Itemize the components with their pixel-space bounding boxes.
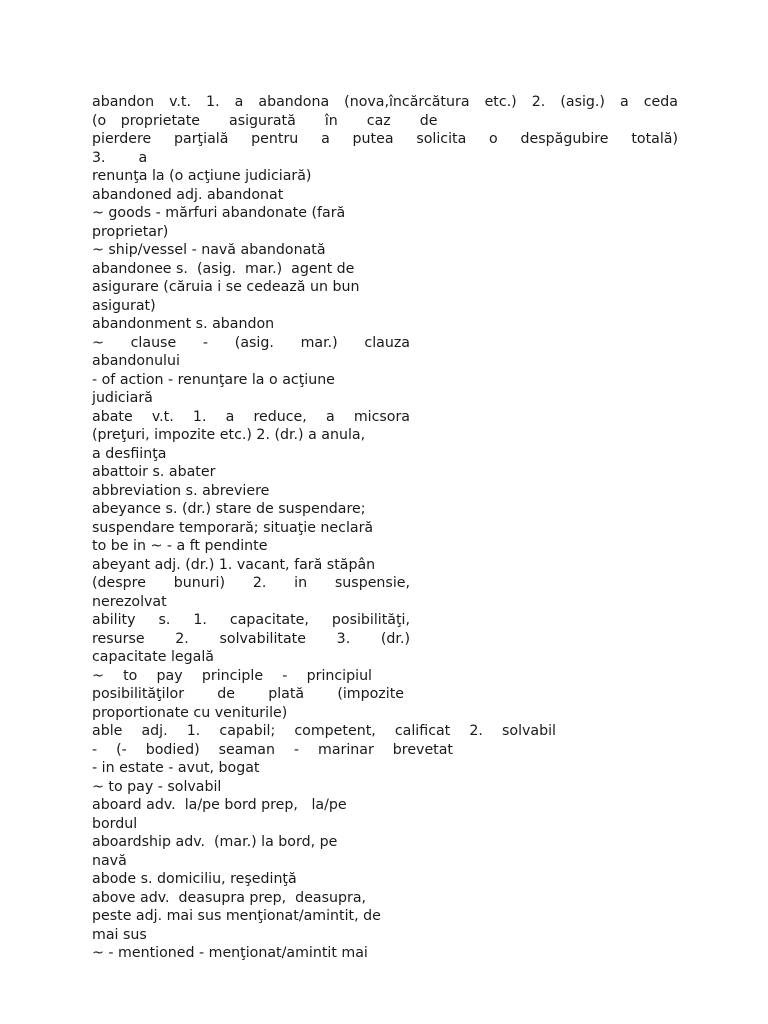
text-line: navă bbox=[92, 852, 127, 869]
text-line: mai sus bbox=[92, 926, 147, 943]
text-line: asigurare (căruia i se cedează un bun bbox=[92, 279, 360, 295]
text-line: - of action - renunţare la o acţiune bbox=[92, 371, 335, 388]
text-line: capacitate legală bbox=[92, 649, 215, 665]
text-line: (despre bunuri) 2. in suspensie, bbox=[92, 575, 410, 591]
text-line: abandonment s. abandon bbox=[92, 316, 275, 332]
text-line: to be in ~ - a ft pendinte bbox=[92, 538, 268, 554]
text-line: above adv. deasupra prep, deasupra, bbox=[92, 889, 367, 906]
text-line: abandonee s. (asig. mar.) agent de bbox=[92, 260, 355, 277]
text-line: ability s. 1. capacitate, posibilităţi, bbox=[92, 612, 410, 628]
text-line: posibilităţilor de plată (impozite bbox=[92, 686, 404, 702]
text-line: 3. a bbox=[92, 149, 148, 166]
text-line: abandoned adj. abandonat bbox=[92, 186, 284, 203]
text-line: proprietar) bbox=[92, 223, 169, 240]
text-line: abeyance s. (dr.) stare de suspendare; bbox=[92, 501, 366, 517]
text-line: nerezolvat bbox=[92, 593, 167, 610]
text-line: proportionate cu veniturile) bbox=[92, 704, 288, 721]
text-line: abode s. domiciliu, reşedinţă bbox=[92, 871, 297, 887]
text-line: judiciară bbox=[92, 390, 153, 406]
text-line: ~ - mentioned - menţionat/amintit mai bbox=[92, 945, 368, 961]
text-line: ~ to pay principle - principiul bbox=[92, 667, 372, 684]
text-line: (preţuri, impozite etc.) 2. (dr.) a anula, bbox=[92, 427, 366, 443]
text-line: able adj. 1. capabil; competent, calificat 2. solvabil bbox=[92, 723, 556, 739]
text-line: abeyant adj. (dr.) 1. vacant, fară stăpân bbox=[92, 556, 376, 573]
text-line: - in estate - avut, bogat bbox=[92, 760, 260, 776]
text-line: ~ to pay - solvabil bbox=[92, 778, 222, 795]
text-line: asigurat) bbox=[92, 297, 156, 314]
text-line: bordul bbox=[92, 815, 138, 832]
text-line: a desfiinţa bbox=[92, 445, 167, 462]
text-line: - (- bodied) seaman - marinar brevetat bbox=[92, 741, 453, 758]
text-line: aboard adv. la/pe bord prep, la/pe bbox=[92, 797, 347, 813]
text-line: abandonului bbox=[92, 353, 180, 369]
text-line: abandon v.t. 1. a abandona (nova,încărcătura etc.) 2. (asig.) a ceda bbox=[92, 94, 678, 110]
text-line: suspendare temporară; situaţie neclară bbox=[92, 519, 374, 536]
text-line: renunţa la (o acţiune judiciară) bbox=[92, 168, 312, 184]
text-line: pierdere parţială pentru a putea solicita o despăgubire totală) bbox=[92, 131, 678, 147]
text-line: ~ ship/vessel - navă abandonată bbox=[92, 242, 326, 258]
text-line: ~ clause - (asig. mar.) clauza bbox=[92, 334, 410, 351]
text-line: abbreviation s. abreviere bbox=[92, 482, 270, 499]
text-line: (o proprietate asigurată în caz de bbox=[92, 112, 438, 129]
text-line: abate v.t. 1. a reduce, a micsora bbox=[92, 408, 410, 425]
text-line: aboardship adv. (mar.) la bord, pe bbox=[92, 834, 338, 850]
text-line: ~ goods - mărfuri abandonate (fară bbox=[92, 205, 346, 221]
text-line: abattoir s. abater bbox=[92, 464, 216, 480]
text-line: resurse 2. solvabilitate 3. (dr.) bbox=[92, 630, 410, 647]
text-line: peste adj. mai sus menţionat/amintit, de bbox=[92, 908, 381, 924]
